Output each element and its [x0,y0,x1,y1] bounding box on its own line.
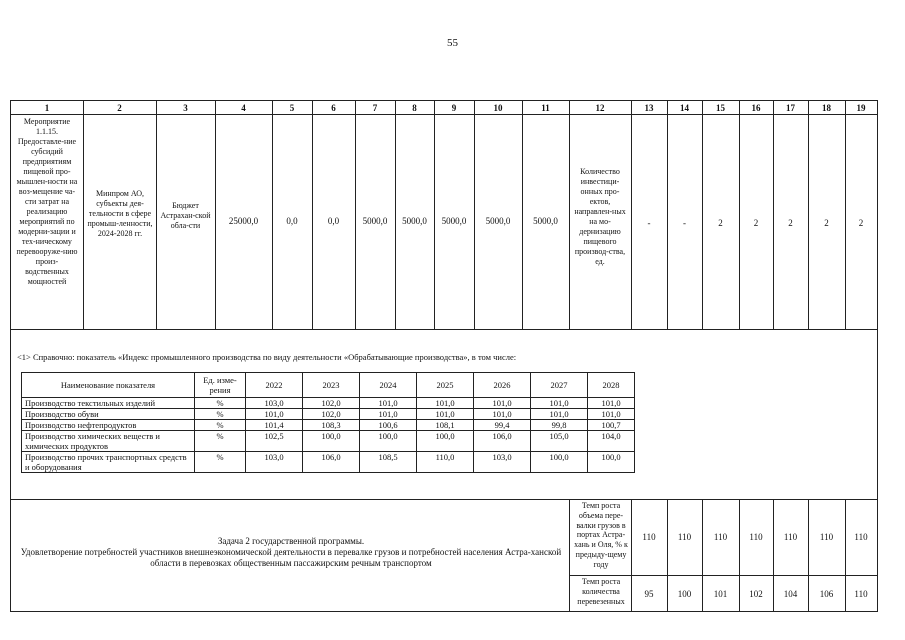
ref-cell: 101,4 [246,420,303,431]
activity-2024: 5000,0 [362,216,388,226]
ref-header-year: 2025 [417,373,474,398]
task2-text: Удовлетворение потребностей участников внешнеэкономической деятельности в перевалке грузов и потребностей населения Астра-ханской области в перевозках общественным пассажирским речным транспортом [20,547,562,568]
ref-row-name: Производство химических веществ и химических продуктов [22,431,195,452]
activity-source: Бюджет Астрахан-ской обла-сти [160,201,211,230]
task2-ind1-value: 110 [783,532,798,542]
ref-cell: 100,0 [588,452,635,473]
col-header: 4 [241,103,246,113]
task2-ind2-value: 95 [644,589,654,599]
task2-ind1-value: 110 [642,532,656,542]
ref-cell: 102,5 [246,431,303,452]
col-header: 2 [117,103,122,113]
col-header: 5 [289,103,295,113]
task2-ind1-value: 110 [854,532,868,542]
activity-target-2028: 2 [858,218,864,228]
task2-ind1-value: 110 [819,532,834,542]
ref-cell: 105,0 [531,431,588,452]
table-row [22,452,635,473]
ref-cell: 106,0 [474,431,531,452]
activity-2025: 5000,0 [402,216,427,226]
ref-header-unit: Ед. изме-рения [195,373,246,398]
activity-base1: - [647,218,651,228]
page-number: 55 [447,37,458,49]
col-header: 16 [751,103,761,113]
table-row [22,431,635,452]
ref-row-unit: % [195,398,246,409]
ref-row-unit: % [195,409,246,420]
col-header: 15 [716,103,725,113]
col-header: 1 [44,103,50,113]
ref-row-name: Производство прочих транспортных средств и оборудования [22,452,195,473]
task2-block [12,536,570,569]
task2-ind1-value: 110 [749,532,763,542]
ref-cell: 100,0 [303,431,360,452]
col-header: 9 [451,103,457,113]
col-header: 3 [183,103,188,113]
activity-2022: 0,0 [286,216,298,226]
activity-2026: 5000,0 [441,216,467,226]
table-row [22,398,635,409]
activity-indicator: Количество инвестици-онных про-ектов, направлен-ных на мо-дернизацию пищевого производ-ства, ед. [574,167,626,266]
reference-note: <1> Справочно: показатель «Индекс промышленного производства по виду деятельности «Обрабатывающие производства», в том числе: [17,352,517,362]
ref-row-name: Производство нефтепродуктов [22,420,195,431]
ref-cell: 108,5 [360,452,417,473]
ref-cell: 103,0 [246,398,303,409]
ref-cell: 101,0 [246,409,303,420]
ref-cell: 101,0 [360,409,417,420]
ref-row-unit: % [195,420,246,431]
ref-cell: 103,0 [246,452,303,473]
col-header: 6 [331,103,336,113]
activity-target-2027: 2 [824,218,829,228]
ref-cell: 100,0 [417,431,474,452]
ref-cell: 102,0 [303,398,360,409]
activity-name: Мероприятие 1.1.15. Предоставле-ние субсидий предприятиям пищевой про-мышлен-ности на воз-мещение ча-сти затрат на реализацию мероприятий по модерни-зации и тех-ническому перевооруже-нию произ-водственных мощностей [16,117,78,286]
ref-header-year: 2026 [474,373,531,398]
task2-ind2-value: 100 [677,589,692,599]
ref-row-unit: % [195,431,246,452]
ref-cell: 101,0 [588,409,635,420]
col-header: 13 [644,103,654,113]
task2-ind2-value: 104 [783,589,798,599]
table-row [22,409,635,420]
activity-2023: 0,0 [327,216,340,226]
activity-2028: 5000,0 [533,216,558,226]
task2-ind2-value: 101 [713,589,728,599]
task2-indicator-2: Темп роста количества перевезенных [577,577,625,606]
col-header: 11 [541,103,550,113]
activity-executor: Минпром АО, субъекты дея-тельности в сфере промыш-ленности, 2024-2028 гг. [87,189,153,238]
ref-cell: 100,0 [360,431,417,452]
ref-cell: 108,3 [303,420,360,431]
task2-indicator-1: Темп роста объема пере-валки грузов в портах Астра-хань и Оля, % к предыду-щему году [574,501,628,569]
activity-target-2025: 2 [753,218,759,228]
ref-cell: 102,0 [303,409,360,420]
ref-cell: 101,0 [417,398,474,409]
ref-cell: 110,0 [417,452,474,473]
activity-2027: 5000,0 [485,216,511,226]
col-header: 17 [786,103,795,113]
ref-row-name: Производство обуви [22,409,195,420]
ref-cell: 101,0 [474,409,531,420]
col-header: 7 [372,103,378,113]
ref-header-year: 2024 [360,373,417,398]
col-header: 19 [856,103,866,113]
activity-target-2026: 2 [788,218,793,228]
ref-cell: 104,0 [588,431,635,452]
ref-header-year: 2022 [246,373,303,398]
col-header: 10 [493,103,503,113]
activity-target-2024: 2 [718,218,723,228]
ref-cell: 101,0 [474,398,531,409]
col-header: 8 [412,103,417,113]
ref-row-unit: % [195,452,246,473]
task2-ind2-value: 106 [819,589,834,599]
ref-header-year: 2028 [588,373,635,398]
ref-cell: 101,0 [531,398,588,409]
ref-cell: 103,0 [474,452,531,473]
ref-cell: 108,1 [417,420,474,431]
task2-ind1-value: 110 [713,532,728,542]
col-header: 12 [595,103,605,113]
ref-header-year: 2023 [303,373,360,398]
col-header: 18 [822,103,831,113]
ref-cell: 101,0 [360,398,417,409]
activity-total: 25000,0 [228,216,259,226]
activity-base2: - [683,218,686,228]
task2-title: Задача 2 государственной программы. [217,536,365,546]
ref-cell: 99,8 [531,420,588,431]
ref-cell: 106,0 [303,452,360,473]
ref-cell: 101,0 [588,398,635,409]
ref-cell: 99,4 [474,420,531,431]
ref-header-year: 2027 [531,373,588,398]
ref-cell: 100,6 [360,420,417,431]
ref-cell: 100,0 [531,452,588,473]
ref-cell: 101,0 [417,409,474,420]
ref-row-name: Производство текстильных изделий [22,398,195,409]
task2-ind1-value: 110 [677,532,692,542]
task2-ind2-value: 110 [854,589,868,599]
reference-table [21,372,635,473]
ref-cell: 100,7 [588,420,635,431]
ref-header-name: Наименование показателя [22,373,195,398]
ref-cell: 101,0 [531,409,588,420]
table-row [22,420,635,431]
col-header: 14 [680,103,689,113]
task2-ind2-value: 102 [749,589,763,599]
